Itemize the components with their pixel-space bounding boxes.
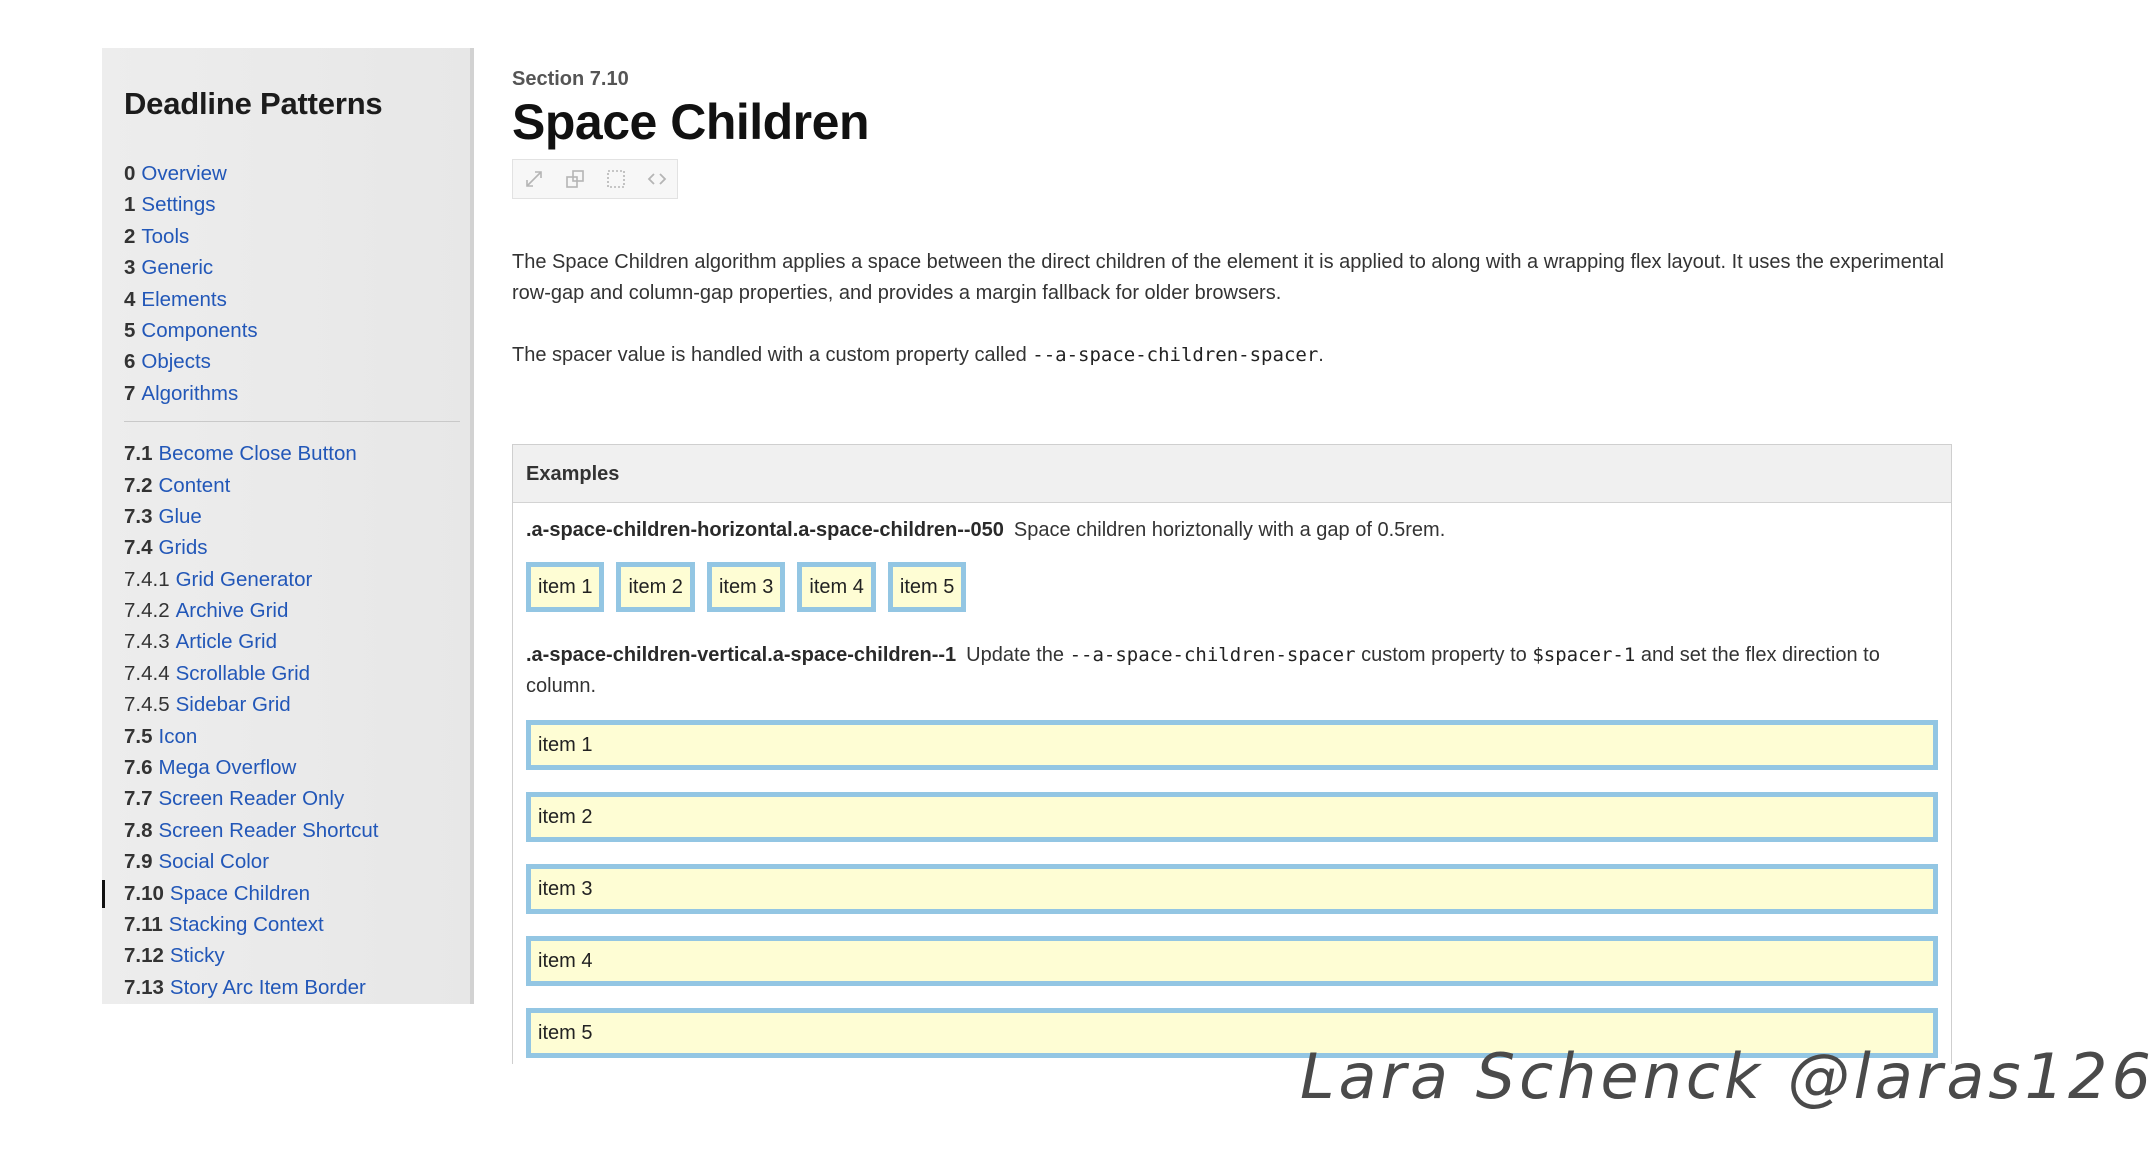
nav-link[interactable]: Objects [141, 350, 211, 374]
sidebar-item-4[interactable] [124, 284, 448, 315]
nav-link[interactable]: Generic [141, 256, 214, 280]
author-signature: Lara Schenck @laras126 [1300, 1040, 2155, 1113]
nav-number: 7.11 [124, 912, 163, 936]
expand-button[interactable] [513, 160, 554, 198]
nav-link[interactable]: Stacking Context [168, 912, 324, 936]
vertical-item: item 4 [526, 936, 1938, 986]
sidebar-item-7-6[interactable] [124, 752, 448, 783]
nav-link[interactable]: Glue [158, 504, 202, 528]
sidebar-item-0[interactable] [124, 158, 448, 189]
nav-number: 7.4.2 [124, 599, 170, 623]
nav-number: 7.5 [124, 724, 153, 748]
nav-link[interactable]: Components [141, 318, 258, 342]
nav-number: 7.8 [124, 818, 153, 842]
horizontal-example [526, 562, 1938, 612]
sidebar-item-7-4[interactable] [124, 532, 448, 563]
new-window-button[interactable] [554, 160, 595, 198]
horizontal-item: item 1 [526, 562, 604, 612]
nav-link[interactable]: Content [158, 473, 231, 497]
sidebar-item-7[interactable] [124, 378, 448, 409]
vertical-example-description [526, 640, 1938, 702]
sidebar-item-7-4-2[interactable] [124, 595, 448, 626]
sidebar-item-7-2[interactable] [124, 470, 448, 501]
nav-link[interactable]: Screen Reader Only [158, 787, 345, 811]
spacer-text-end: . [1318, 344, 1324, 366]
vertical-item: item 3 [526, 864, 1938, 914]
sidebar-item-7-8[interactable] [124, 815, 448, 846]
nav-number: 7.4 [124, 536, 153, 560]
sidebar-item-3[interactable] [124, 252, 448, 283]
nav-link[interactable]: Sidebar Grid [175, 693, 291, 717]
sidebar-item-7-1[interactable] [124, 438, 448, 469]
nav-number: 7.13 [124, 975, 164, 999]
nav-link[interactable]: Story Arc Item Border [169, 975, 366, 999]
vertical-class-name: .a-space-children-vertical.a-space-children--1 [526, 644, 957, 666]
sidebar-item-7-5[interactable] [124, 721, 448, 752]
nav-link[interactable]: Archive Grid [175, 599, 289, 623]
spacer-paragraph [512, 340, 1952, 371]
examples-body [513, 503, 1951, 1058]
nav-link[interactable]: Settings [141, 193, 216, 217]
nav-number: 7.7 [124, 787, 153, 811]
nav-number: 2 [124, 224, 136, 248]
sidebar-item-7-7[interactable] [124, 783, 448, 814]
sidebar-item-7-12[interactable] [124, 940, 448, 971]
nav-link[interactable]: Algorithms [141, 381, 239, 405]
sidebar-item-7-10[interactable] [124, 878, 448, 909]
vertical-desc-code-2: $spacer-1 [1532, 644, 1636, 666]
vertical-desc-text-end: and set the flex direction to column. [526, 644, 1880, 697]
nav-number: 7.12 [124, 944, 164, 968]
nav-number: 7.4.5 [124, 693, 170, 717]
nav-number: 4 [124, 287, 136, 311]
section-label: Section 7.10 [512, 68, 629, 90]
example-toolbar [512, 159, 678, 199]
sidebar-title: Deadline Patterns [124, 86, 383, 121]
code-button[interactable] [636, 160, 677, 198]
horizontal-item: item 2 [616, 562, 694, 612]
nav-link[interactable]: Elements [141, 287, 227, 311]
code-icon [646, 168, 668, 190]
nav-number: 1 [124, 193, 136, 217]
nav-link[interactable]: Become Close Button [158, 442, 357, 466]
spacer-text: The spacer value is handled with a custom property called [512, 344, 1033, 366]
nav-number: 7 [124, 381, 136, 405]
intro-paragraph: The Space Children algorithm applies a space between the direct children of the element it is applied to along with a wrapping flex layout. It uses the experimental row-gap and column-gap properties, and provides a margin fallback for older browsers. [512, 251, 1944, 304]
horizontal-item: item 5 [888, 562, 966, 612]
sidebar-item-7-4-3[interactable] [124, 626, 448, 657]
examples-panel [512, 444, 1952, 1064]
nav-link[interactable]: Screen Reader Shortcut [158, 818, 379, 842]
new-window-icon [564, 168, 586, 190]
nav-link[interactable]: Space Children [169, 881, 311, 905]
nav-number: 7.6 [124, 756, 153, 780]
nav-link[interactable]: Mega Overflow [158, 756, 297, 780]
horizontal-class-name: .a-space-children-horizontal.a-space-children--050 [526, 519, 1004, 541]
nav-number: 5 [124, 318, 136, 342]
nav-number: 7.2 [124, 473, 153, 497]
nav-link[interactable]: Grids [158, 536, 208, 560]
nav-number: 7.10 [124, 881, 164, 905]
nav-number: 7.4.4 [124, 661, 170, 685]
horizontal-item: item 3 [707, 562, 785, 612]
horizontal-description: Space children horiztonally with a gap of 0.5rem. [1013, 519, 1446, 541]
sidebar-item-6[interactable] [124, 346, 448, 377]
nav-link[interactable]: Icon [158, 724, 198, 748]
outline-button[interactable] [595, 160, 636, 198]
nav-number: 0 [124, 162, 136, 185]
nav-link[interactable]: Article Grid [175, 630, 277, 654]
sidebar-item-5[interactable] [124, 315, 448, 346]
horizontal-item: item 4 [797, 562, 875, 612]
vertical-item: item 2 [526, 792, 1938, 842]
nav-link[interactable]: Grid Generator [175, 567, 313, 591]
sidebar-item-2[interactable] [124, 221, 448, 252]
browser-frame [102, 48, 1962, 1044]
horizontal-example-description [526, 515, 1938, 546]
vertical-example [526, 720, 1938, 1058]
sidebar-item-7-11[interactable] [124, 909, 448, 940]
nav-sub-list [124, 438, 448, 1003]
page-title: Space Children [512, 94, 869, 150]
examples-header: Examples [513, 445, 1951, 503]
nav-link[interactable]: Sticky [169, 944, 225, 968]
nav-link[interactable]: Tools [141, 224, 190, 248]
nav-number: 7.4.1 [124, 567, 170, 591]
nav-link[interactable]: Social Color [158, 850, 270, 874]
nav-link[interactable]: Scrollable Grid [175, 661, 311, 685]
spacer-code: --a-space-children-spacer [1032, 344, 1319, 366]
sidebar-item-7-9[interactable] [124, 846, 448, 877]
nav-number: 7.9 [124, 850, 153, 874]
sidebar-item-7-4-1[interactable] [124, 564, 448, 595]
sidebar-item-7-4-4[interactable] [124, 658, 448, 689]
nav-number: 7.3 [124, 504, 153, 528]
vertical-desc-text-middle: custom property to [1355, 644, 1533, 666]
vertical-item: item 1 [526, 720, 1938, 770]
nav-link[interactable]: Overview [141, 162, 227, 185]
sidebar [102, 48, 474, 1004]
nav-number: 6 [124, 350, 136, 374]
sidebar-item-7-4-5[interactable] [124, 689, 448, 720]
nav-divider [124, 421, 460, 422]
nav-number: 3 [124, 256, 136, 280]
nav-number: 7.1 [124, 442, 153, 466]
sidebar-item-7-13[interactable] [124, 972, 448, 1003]
expand-icon [523, 168, 545, 190]
sidebar-item-7-3[interactable] [124, 501, 448, 532]
outline-icon [605, 168, 627, 190]
nav-number: 7.4.3 [124, 630, 170, 654]
vertical-desc-code: --a-space-children-spacer [1069, 644, 1356, 666]
sidebar-item-1[interactable] [124, 189, 448, 220]
vertical-desc-text: Update the [966, 644, 1070, 666]
vertical-item: item 5 [526, 1008, 1938, 1058]
main-content [512, 68, 1952, 1044]
nav-top-list [124, 158, 448, 409]
